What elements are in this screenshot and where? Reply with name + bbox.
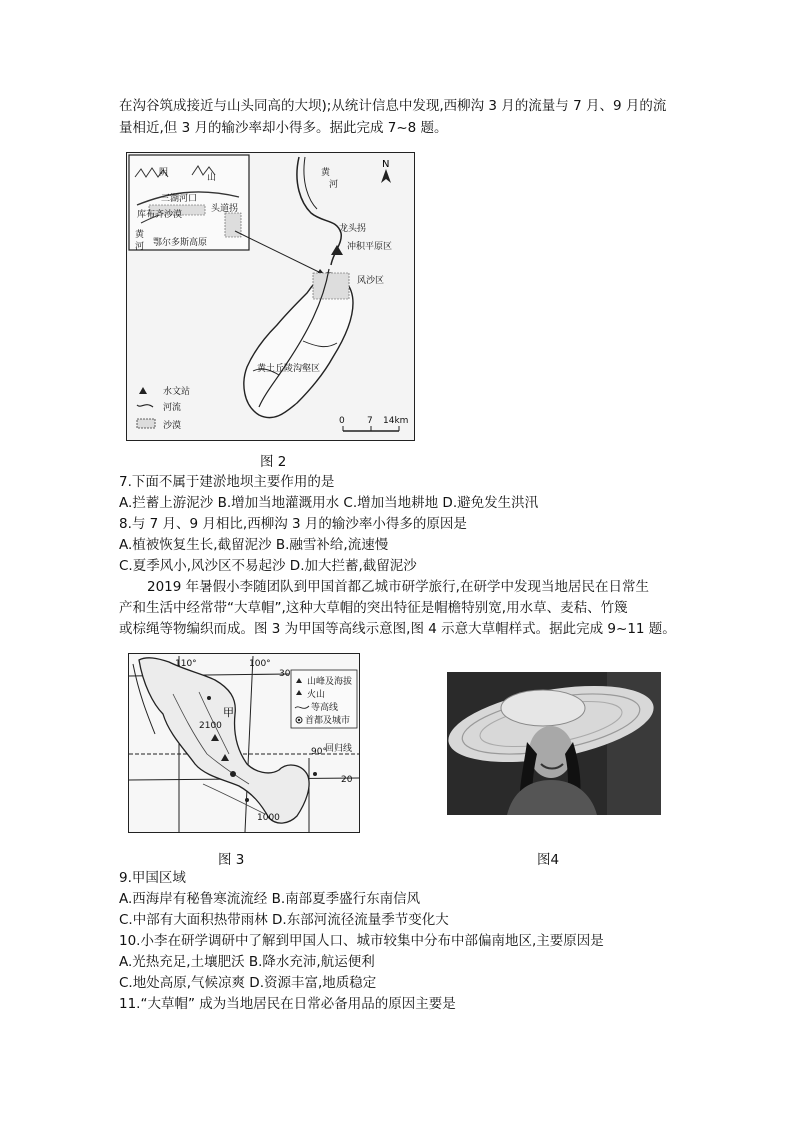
q7-options: A.拦蓄上游泥沙 B.增加当地灌溉用水 C.增加当地耕地 D.避免发生洪汛 [119, 495, 539, 511]
q8-options-ab: A.植被恢复生长,截留泥沙 B.融雪补给,流速慢 [119, 537, 389, 553]
scale-7: 7 [367, 416, 373, 426]
inset-label-shan: 山 [207, 173, 217, 183]
q7-stem: 7.下面不属于建淤地坝主要作用的是 [119, 474, 335, 490]
plain-label: 冲积平原区 [347, 242, 393, 252]
lat-30: 30 [279, 669, 291, 679]
station-label: 龙头拐 [339, 224, 367, 234]
q9-options-cd: C.中部有大面积热带雨林 D.东部河流径流量季节变化大 [119, 912, 449, 928]
lon-90: 90° [311, 747, 327, 757]
inset-label-sanhuhekou: 三湖河口 [161, 194, 198, 204]
inset-label-he: 河 [135, 242, 145, 252]
lon-100: 100° [249, 659, 271, 669]
country-label-jia: 甲 [223, 706, 234, 719]
figure-4-photo [447, 672, 661, 815]
scale-0: 0 [339, 416, 345, 426]
intro-line-1: 在沟谷筑成接近与山头同高的大坝);从统计信息中发现,西柳沟 3 月的流量与 7 月、9 月的流 [119, 98, 667, 114]
q10-stem: 10.小李在研学调研中了解到甲国人口、城市较集中分布中部偏南地区,主要原因是 [119, 933, 604, 949]
legend-contour: 等高线 [311, 703, 339, 713]
legend-volcano: 火山 [307, 690, 326, 700]
passage-line-1: 2019 年暑假小李随团队到甲国首都乙城市研学旅行,在研学中发现当地居民在日常生 [147, 579, 649, 595]
figure-4-caption: 图4 [537, 852, 560, 868]
sand-label: 风沙区 [357, 276, 385, 286]
tropic-label: 回归线 [325, 744, 353, 754]
q10-options-ab: A.光热充足,土壤肥沃 B.降水充沛,航运便利 [119, 954, 375, 970]
river-label-huang: 黄 [321, 168, 331, 178]
lon-110: 110° [175, 659, 197, 669]
loess-label: 黄土丘陵沟壑区 [257, 364, 321, 374]
inset-label-kubuqi: 库布齐沙漠 [137, 210, 183, 220]
passage-line-3: 或棕绳等物编织而成。图 3 为甲国等高线示意图,图 4 示意大草帽样式。据此完成 9~11 题。 [119, 621, 676, 637]
legend-river: 河流 [163, 403, 182, 413]
inset-label-huang: 黄 [135, 230, 145, 240]
inset-label-yin: 阴 [159, 168, 169, 178]
contour-1000: 1000 [257, 813, 280, 823]
legend-peak: 山峰及海拔 [307, 677, 353, 687]
q8-stem: 8.与 7 月、9 月相比,西柳沟 3 月的输沙率小得多的原因是 [119, 516, 467, 532]
q8-options-cd: C.夏季风小,风沙区不易起沙 D.加大拦蓄,截留泥沙 [119, 558, 417, 574]
figure-3-caption: 图 3 [218, 852, 245, 868]
scale-14km: 14km [383, 416, 409, 426]
lat-20: 20 [341, 775, 353, 785]
legend-station: 水文站 [163, 387, 191, 397]
legend-capital: 首都及城市 [305, 716, 351, 726]
q10-options-cd: C.地处高原,气候凉爽 D.资源丰富,地质稳定 [119, 975, 377, 991]
q11-stem: 11.“大草帽” 成为当地居民在日常必备用品的原因主要是 [119, 996, 456, 1012]
river-label-he: 河 [329, 180, 339, 190]
figure-2-caption: 图 2 [260, 454, 287, 470]
intro-line-2: 量相近,但 3 月的输沙率却小得多。据此完成 7~8 题。 [119, 120, 448, 136]
inset-label-ordos: 鄂尔多斯高原 [153, 238, 208, 248]
contour-2100: 2100 [199, 721, 222, 731]
figure-2-map [126, 152, 415, 441]
figure-3-map [128, 653, 360, 833]
passage-line-2: 产和生活中经常带“大草帽”,这种大草帽的突出特征是帽檐特别宽,用水草、麦秸、竹篾 [119, 600, 628, 616]
inset-label-toudaoguai: 头道拐 [211, 204, 239, 214]
legend-desert: 沙漠 [163, 421, 182, 431]
q9-stem: 9.甲国区域 [119, 870, 186, 886]
q9-options-ab: A.西海岸有秘鲁寒流流经 B.南部夏季盛行东南信风 [119, 891, 421, 907]
north-arrow-label: N [382, 159, 390, 170]
